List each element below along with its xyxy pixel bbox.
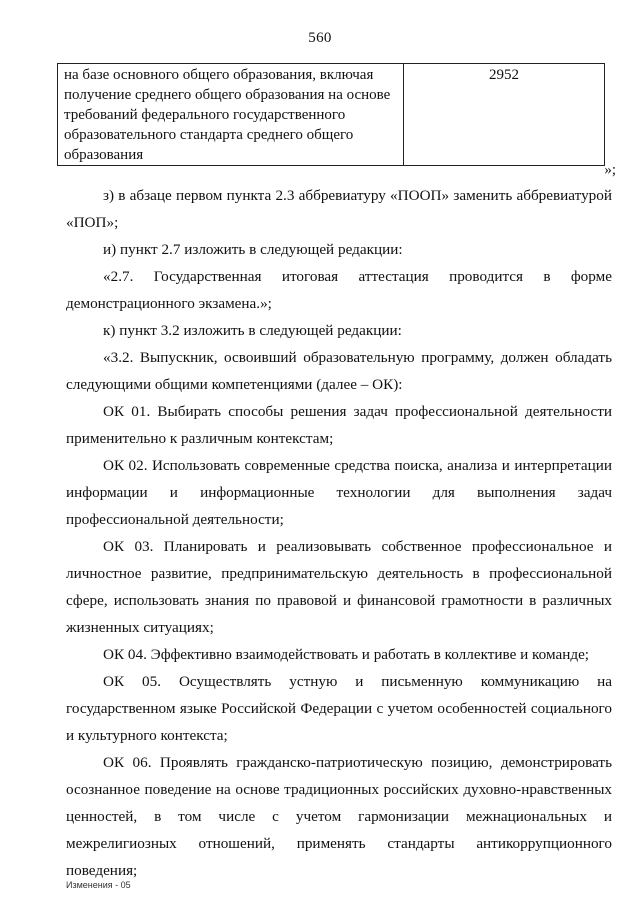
paragraph-i: и) пункт 2.7 изложить в следующей редакции: (103, 241, 403, 258)
paragraph-ok-06: ОК 06. Проявлять гражданско-патриотическую позицию, демонстрировать осознанное поведение на основе традиционных российских духовно-нравственных ценностей, в том числе с учетом гармонизации межнациональных и межрелигиозных отношений, применять стандарты антикоррупционного поведения; (66, 754, 612, 879)
paragraph-2-7: «2.7. Государственная итоговая аттестация проводится в форме демонстрационного экзамена.»; (66, 268, 612, 312)
paragraph-k: к) пункт 3.2 изложить в следующей редакции: (103, 322, 402, 339)
footer-note: Изменения - 05 (66, 880, 131, 890)
table-row (58, 64, 605, 166)
education-table (57, 63, 605, 166)
paragraph-z: з) в абзаце первом пункта 2.3 аббревиатуру «ПООП» заменить аббревиатурой «ПОП»; (66, 187, 612, 231)
paragraph-ok-05: ОК 05. Осуществлять устную и письменную коммуникацию на государственном языке Российской Федерации с учетом особенностей социального и культурного контекста; (66, 673, 612, 744)
paragraph-ok-04: ОК 04. Эффективно взаимодействовать и работать в коллективе и команде; (103, 646, 590, 663)
paragraph-3-2: «3.2. Выпускник, освоивший образовательную программу, должен обладать следующими общими компетенциями (далее – ОК): (66, 349, 612, 393)
paragraph-ok-02: ОК 02. Использовать современные средства поиска, анализа и интерпретации информации и информационные технологии для выполнения задач профессиональной деятельности; (66, 457, 612, 528)
table-cell-value: 2952 (404, 64, 605, 166)
paragraph-ok-03: ОК 03. Планировать и реализовывать собственное профессиональное и личностное развитие, предпринимательскую деятельность в профессиональной сфере, использовать знания по правовой и финансовой грамотности в различных жизненных ситуациях; (66, 538, 612, 636)
closing-quote: »; (604, 162, 616, 178)
table-cell-description: на базе основного общего образования, включая получение среднего общего образования на основе требований федерального государственного образовательного стандарта среднего общего образования (58, 64, 404, 166)
page-number: 560 (308, 30, 332, 46)
paragraph-ok-01: ОК 01. Выбирать способы решения задач профессиональной деятельности применительно к различным контекстам; (66, 403, 612, 447)
